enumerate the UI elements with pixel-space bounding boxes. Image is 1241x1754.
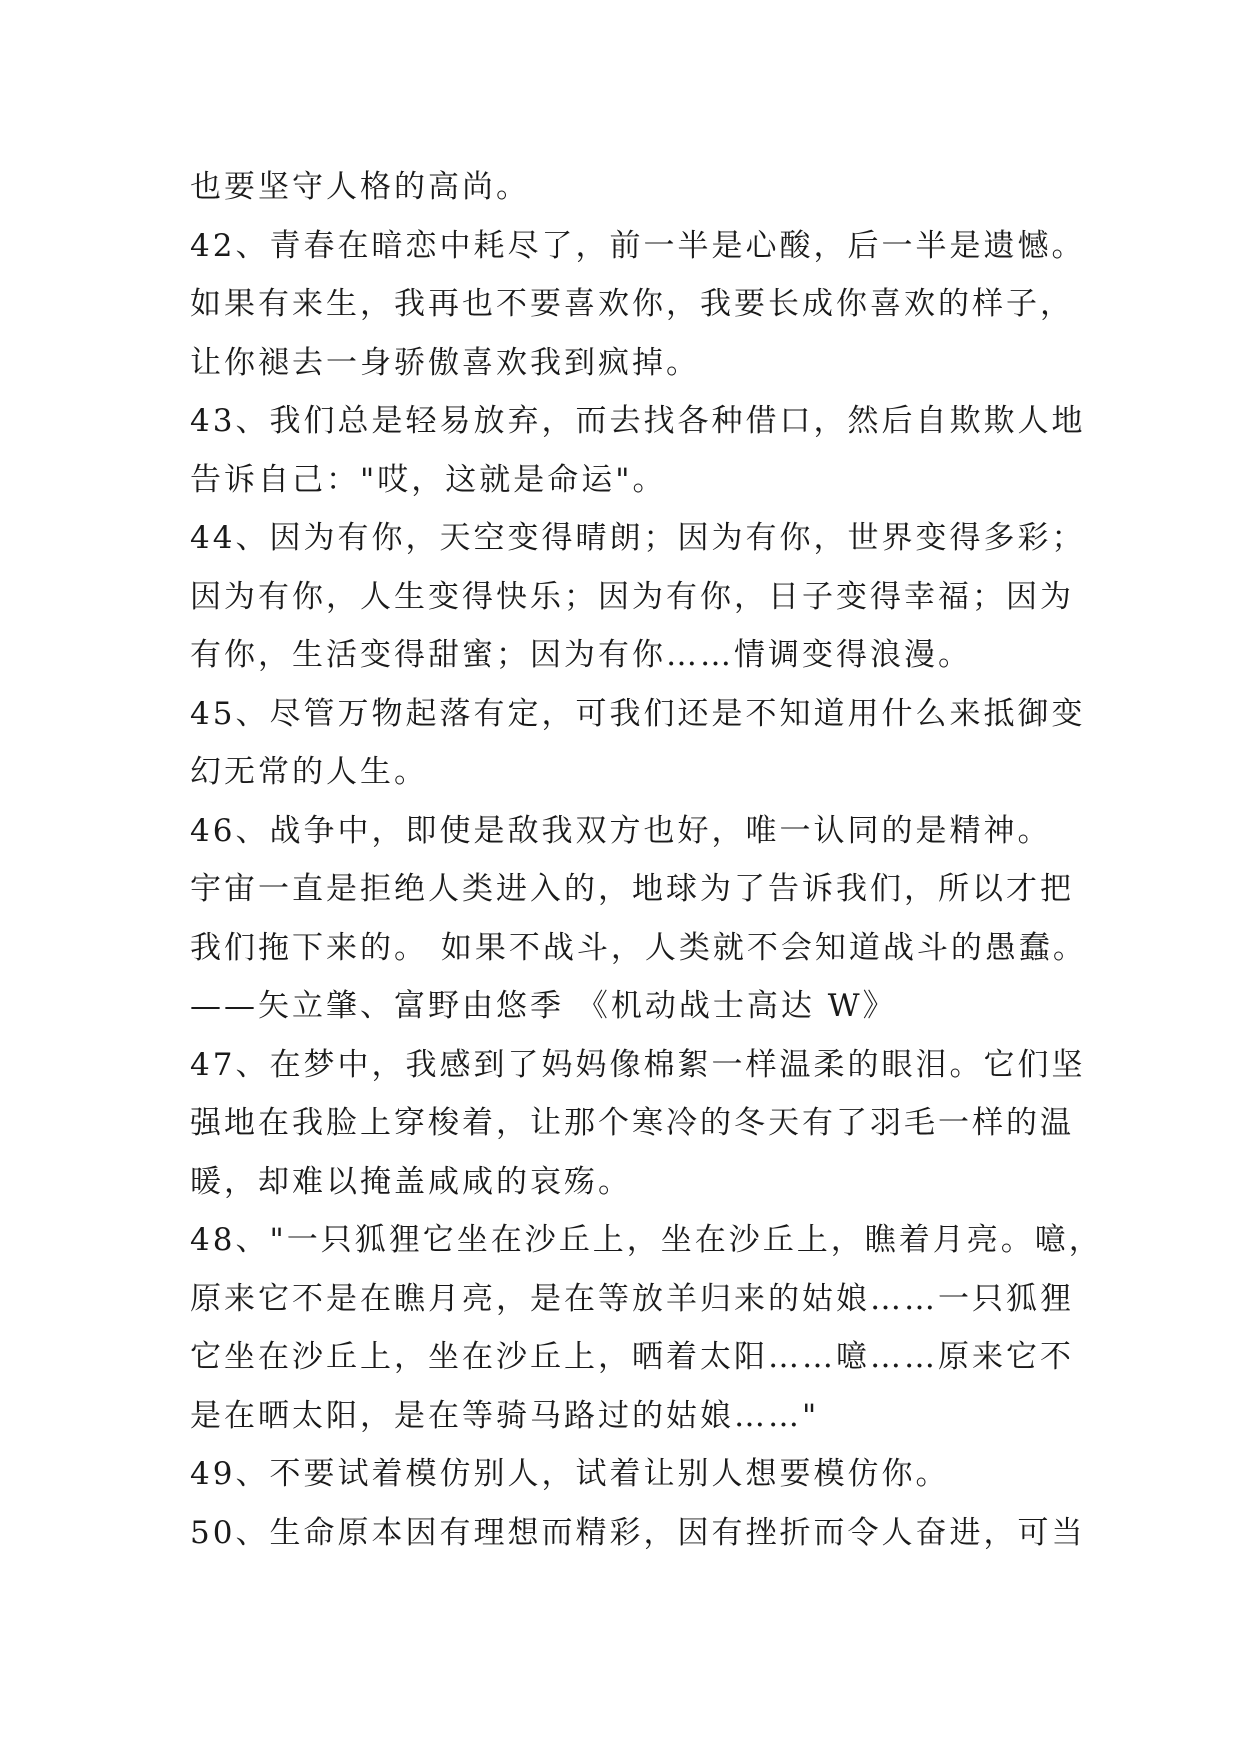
text-line: 原来它不是在瞧月亮，是在等放羊归来的姑娘……一只狐狸 <box>190 1280 1074 1317</box>
document-body <box>190 158 1103 1562</box>
text-line: 有你，生活变得甜蜜；因为有你……情调变得浪漫。 <box>190 637 972 673</box>
text-line: 因为有你，人生变得快乐；因为有你，日子变得幸福；因为 <box>190 578 1074 615</box>
text-line: 49、不要试着模仿别人，试着让别人想要模仿你。 <box>190 1456 950 1492</box>
text-line: 46、战争中，即使是敌我双方也好，唯一认同的是精神。 <box>190 812 1052 849</box>
text-line: 43、我们总是轻易放弃，而去找各种借口，然后自欺欺人地 <box>190 403 1086 439</box>
text-line: 是在晒太阳，是在等骑马路过的姑娘……" <box>190 1397 820 1434</box>
text-line: 幻无常的人生。 <box>190 754 428 790</box>
text-line: ——矢立肇、富野由悠季 《机动战士高达 W》 <box>190 988 897 1024</box>
text-line: 强地在我脸上穿梭着，让那个寒冷的冬天有了羽毛一样的温 <box>190 1105 1074 1141</box>
text-line: 如果有来生，我再也不要喜欢你，我要长成你喜欢的样子， <box>190 286 1074 322</box>
text-line: 48、"一只狐狸它坐在沙丘上，坐在沙丘上，瞧着月亮。噫， <box>190 1222 1103 1258</box>
text-line: 它坐在沙丘上，坐在沙丘上，晒着太阳……噫……原来它不 <box>190 1339 1074 1375</box>
text-line: 宇宙一直是拒绝人类进入的，地球为了告诉我们，所以才把 <box>190 871 1074 907</box>
text-line: 暖，却难以掩盖咸咸的哀殇。 <box>190 1163 632 1200</box>
text-line: 我们拖下来的。 如果不战斗，人类就不会知道战斗的愚蠢。 <box>190 929 1087 966</box>
text-line: 也要坚守人格的高尚。 <box>190 169 530 205</box>
text-line: 告诉自己："哎，这就是命运"。 <box>190 461 667 498</box>
text-line: 50、生命原本因有理想而精彩，因有挫折而令人奋进，可当 <box>190 1514 1086 1551</box>
text-line: 让你褪去一身骄傲喜欢我到疯掉。 <box>190 344 700 381</box>
text-line: 44、因为有你，天空变得晴朗；因为有你，世界变得多彩； <box>190 520 1086 556</box>
text-line: 47、在梦中，我感到了妈妈像棉絮一样温柔的眼泪。它们坚 <box>190 1046 1086 1083</box>
text-line: 42、青春在暗恋中耗尽了，前一半是心酸，后一半是遗憾。 <box>190 227 1086 264</box>
text-line: 45、尽管万物起落有定，可我们还是不知道用什么来抵御变 <box>190 695 1086 732</box>
